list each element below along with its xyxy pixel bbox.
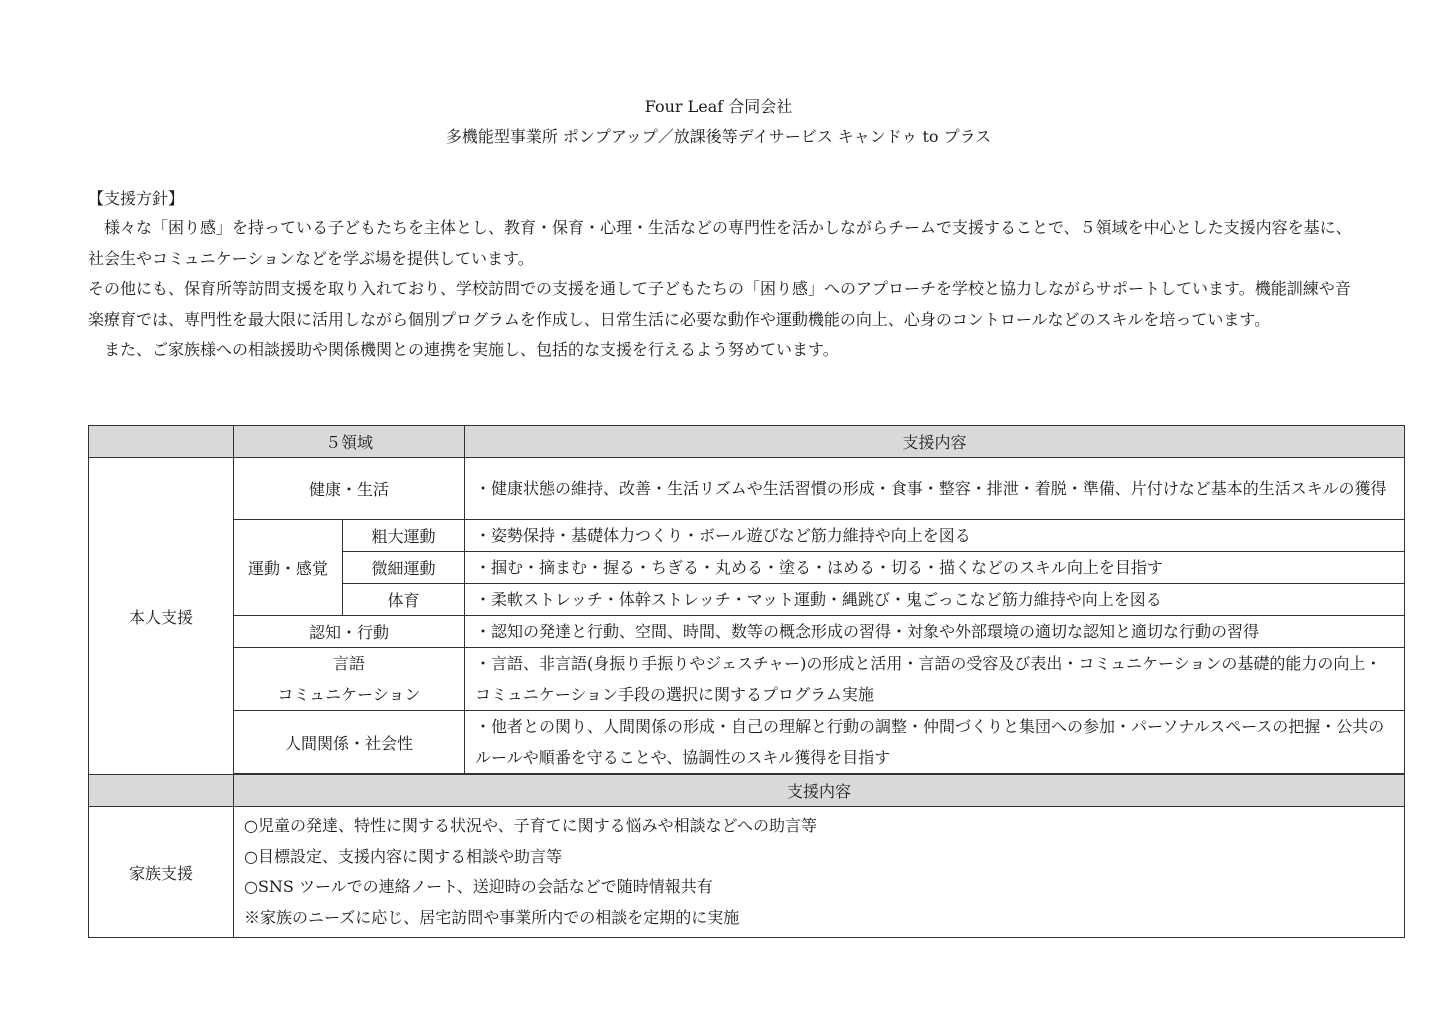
content-fine-motor: ・掴む・摘まむ・握る・ちぎる・丸める・塗る・はめる・切る・描くなどのスキル向上を目指す (465, 552, 1405, 584)
domain-health: 健康・生活 (234, 458, 465, 520)
content-pe: ・柔軟ストレッチ・体幹ストレッチ・マット運動・縄跳び・鬼ごっこなど筋力維持や向上を図る (465, 584, 1405, 616)
domain-cognition: 認知・行動 (234, 616, 465, 648)
policy-title: 【支援方針】 (88, 189, 185, 208)
table-header-domain: ５領域 (234, 426, 465, 458)
policy-paragraph-1: 様々な「困り感」を持っている子どもたちを主体とし、教育・保育・心理・生活などの専門性を活かしながらチームで支援することで、５領域を中心とした支援内容を基に、社会生やコミュニケーションなどを学ぶ場を提供しています。 (88, 218, 1352, 268)
subdomain-pe: 体育 (343, 584, 465, 616)
family-item: ※家族のニーズに応じ、居宅訪問や事業所内での相談を定期的に実施 (244, 907, 740, 927)
table-header-blank (89, 426, 234, 458)
domain-language-line2: コミュニケーション (277, 685, 421, 704)
policy-paragraph-3: また、ご家族様への相談援助や関係機関との連携を実施し、包括的な支援を行えるよう努めています。 (104, 340, 839, 359)
content-language: ・言語、非言語(身振り手振りやジェスチャー)の形成と活用・言語の受容及び表出・コミュニケーションの基礎的能力の向上・コミュニケーション手段の選択に関するプログラム実施 (465, 648, 1405, 711)
domain-social: 人間関係・社会性 (234, 711, 465, 774)
family-item: ○目標設定、支援内容に関する相談や助言等 (244, 846, 562, 866)
support-table (88, 425, 1405, 938)
family-item: ○児童の発達、特性に関する状況や、子育てに関する悩みや相談などへの助言等 (244, 816, 818, 835)
domain-language-line1: 言語 (333, 654, 366, 673)
subdomain-fine-motor: 微細運動 (343, 552, 465, 584)
family-header-content: 支援内容 (234, 775, 1405, 807)
content-gross-motor: ・姿勢保持・基礎体力つくり・ボール遊びなど筋力維持や向上を図る (465, 520, 1405, 552)
content-cognition: ・認知の発達と行動、空間、時間、数等の概念形成の習得・対象や外部環境の適切な認知と適切な行動の習得 (465, 616, 1405, 648)
family-header-blank (89, 775, 234, 807)
table-header-content: 支援内容 (465, 426, 1405, 458)
family-support-content (234, 807, 1405, 938)
policy-paragraph-2: その他にも、保育所等訪問支援を取り入れており、学校訪問での支援を通して子どもたちの「困り感」へのアプローチを学校と協力しながらサポートしています。機能訓練や音楽療育では、専門性を最大限に活用しながら個別プログラムを作成し、日常生活に必要な動作や運動機能の向上、心身のコントロールなどのスキルを培っています。 (88, 279, 1351, 329)
family-item: ○SNS ツールでの連絡ノート、送迎時の会話などで随時情報共有 (244, 877, 713, 896)
subdomain-gross-motor: 粗大運動 (343, 520, 465, 552)
policy-text (88, 213, 1358, 366)
company-name: Four Leaf 合同会社 (644, 97, 793, 116)
facility-name: 多機能型事業所 ポンプアップ／放課後等デイサービス キャンドゥ to プラス (445, 127, 992, 146)
content-social: ・他者との関り、人間関係の形成・自己の理解と行動の調整・仲間づくりと集団への参加・パーソナルスペースの把握・公共のルールや順番を守ることや、協調性のスキル獲得を目指す (465, 711, 1405, 774)
domain-motor: 運動・感覚 (234, 520, 343, 616)
content-health: ・健康状態の維持、改善・生活リズムや生活習慣の形成・食事・整容・排泄・着脱・準備、片付けなど基本的生活スキルの獲得 (465, 458, 1405, 520)
domain-language (234, 648, 465, 711)
family-support-label: 家族支援 (89, 807, 234, 938)
person-support-label: 本人支援 (89, 458, 234, 775)
